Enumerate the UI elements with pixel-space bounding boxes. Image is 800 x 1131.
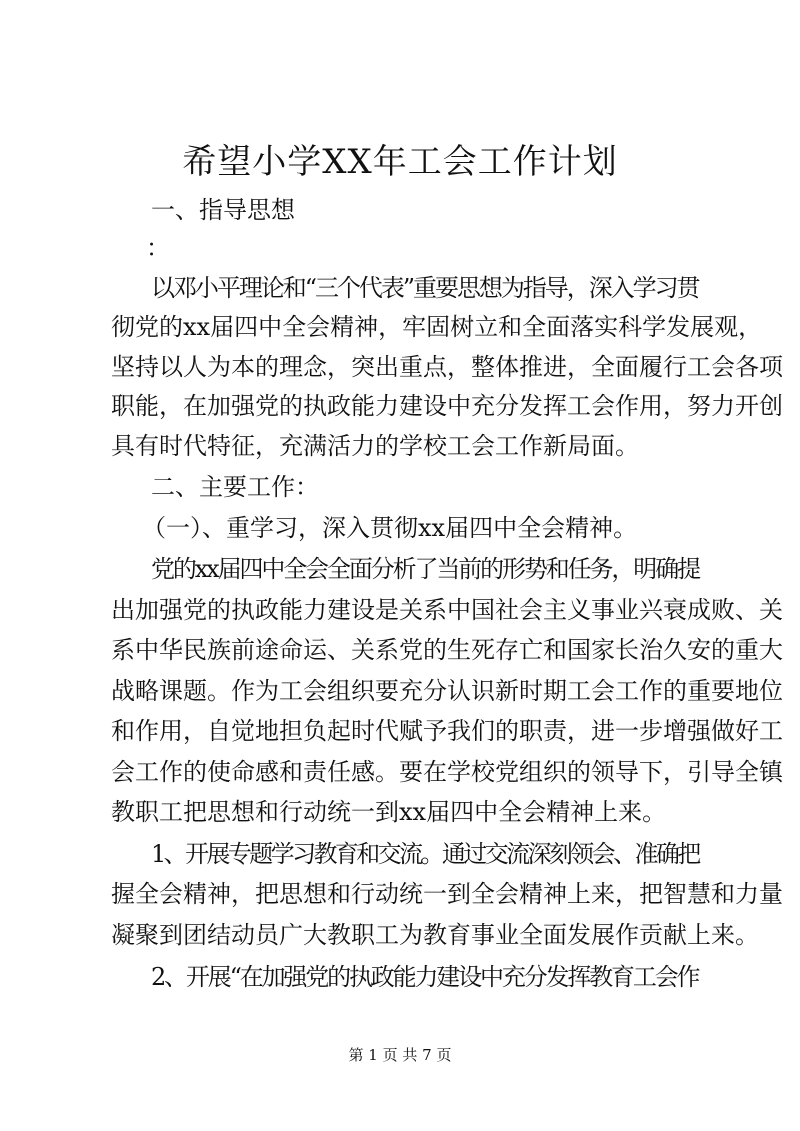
paragraph-line: 职能，在加强党的执政能力建设中充分发挥工会作用，努力开创	[111, 392, 783, 420]
paragraph-line: 以邓小平理论和“三个代表”重要思想为指导，深入学习贯	[151, 274, 699, 302]
paragraph-line: 1、开展专题学习教育和交流。通过交流深刻领会、准确把	[151, 840, 699, 868]
paragraph-line: 和作用，自觉地担负起时代赋予我们的职责，进一步增强做好工	[111, 717, 783, 745]
page-number: 第 1 页 共 7 页	[348, 1046, 452, 1064]
paragraph-line: 彻党的xx届四中全会精神，牢固树立和全面落实科学发展观，	[111, 313, 763, 341]
subsection-heading: （一）、重学习，深入贯彻xx届四中全会精神。	[142, 514, 638, 542]
paragraph-line: 凝聚到团结动员广大教职工为教育事业全面发展作贡献上来。	[111, 921, 759, 949]
section-heading-main-work: 二、主要工作：	[151, 473, 319, 501]
document-title: 希望小学XX年工会工作计划	[182, 142, 618, 182]
paragraph-line: 会工作的使命感和责任感。要在学校党组织的领导下，引导全镇	[111, 758, 783, 786]
section-heading-guiding-ideology: 一、指导思想	[151, 196, 295, 224]
paragraph-line: 握全会精神，把思想和行动统一到全会精神上来，把智慧和力量	[111, 880, 783, 908]
paragraph-line: 坚持以人为本的理念，突出重点，整体推进，全面履行工会各项	[111, 353, 783, 381]
paragraph-line: 具有时代特征，充满活力的学校工会工作新局面。	[111, 432, 639, 460]
paragraph-line: 战略课题。作为工会组织要充分认识新时期工会工作的重要地位	[111, 677, 783, 705]
paragraph-line: 出加强党的执政能力建设是关系中国社会主义事业兴衰成败、关	[111, 596, 783, 624]
paragraph-line: 系中华民族前途命运、关系党的生死存亡和国家长治久安的重大	[111, 636, 783, 664]
paragraph-line: 党的xx届四中全会全面分析了当前的形势和任务，明确提	[151, 555, 699, 583]
paragraph-line: 2、开展“在加强党的执政能力建设中充分发挥教育工会作	[151, 963, 699, 991]
colon-mark: ：	[146, 234, 170, 262]
paragraph-line: 教职工把思想和行动统一到xx届四中全会精神上来。	[111, 798, 667, 826]
